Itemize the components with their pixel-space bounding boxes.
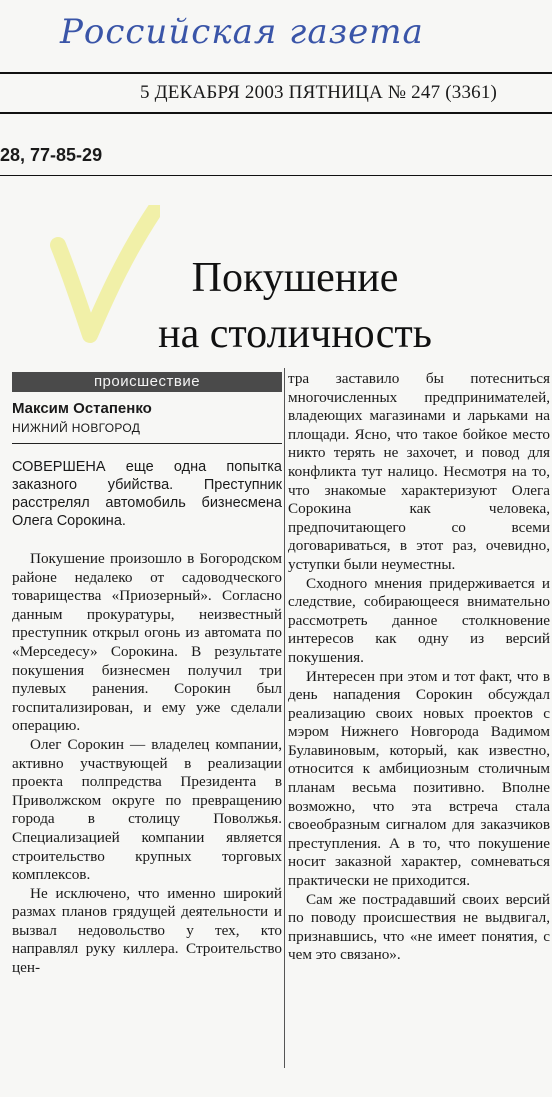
section-rule [0, 175, 552, 176]
left-body [12, 550, 282, 978]
newspaper-masthead: Российская газета [60, 12, 424, 52]
paragraph: Интересен при этом и тот факт, что в день нападения Сорокин обсуждал реализацию своих новых проектов с мэром Нижнего Новгорода Вадимом Булавиновым, который, как известно, относится к амбициозным столичным планам весьма позитивно. Вполне возможно, что эта встреча стала своеобразным сигналом для заказчиков преступления. А в то, что покушение носит заказной характер, сомневаться практически не приходится. [288, 667, 550, 890]
paragraph: тра заставило бы потесниться многочисленных предпринимателей, владеющих магазинами и ларьками на площади. Ясно, что такое бойкое место никто терять не захочет, и повод для конфликта тут налицо. Несмотря на то, что знакомые характеризуют Олега Сорокина как человека, предпочитающего со всеми договариваться, в этот раз, очевидно, уступки были неуместны. [288, 370, 550, 573]
article-left-column [12, 368, 282, 978]
paragraph: Сам же пострадавший своих версий по поводу происшествия не выдвигал, признавшись, что «не имеет понятия, с чем это связано». [288, 890, 550, 964]
paragraph: Сходного мнения придерживается и следствие, собирающееся внимательно рассмотреть данное столкновение интересов как одну из версий покушения. [288, 574, 550, 666]
dateline-rule [0, 112, 552, 114]
paragraph: Не исключено, что именно широкий размах планов грядущей деятельности и вызвал недовольство у тех, кто направлял руку киллера. Строительство цен- [12, 884, 282, 977]
author-city: НИЖНИЙ НОВГОРОД [12, 421, 141, 435]
article-lead: СОВЕРШЕНА еще одна попытка заказного убийства. Преступник расстрелял автомобиль бизнесмена Олега Сорокина. [12, 459, 282, 529]
article-right-column [288, 370, 550, 965]
masthead-rule [0, 72, 552, 74]
column-separator [284, 368, 285, 1068]
author-name: Максим Остапенко [12, 400, 152, 417]
article-headline [60, 250, 530, 362]
headline-line-1: Покушение [191, 255, 399, 301]
rubric-label: происшествие [12, 372, 282, 392]
issue-dateline: 5 ДЕКАБРЯ 2003 ПЯТНИЦА № 247 (3361) [140, 82, 498, 103]
phone-numbers: 28, 77-85-29 [0, 145, 103, 165]
headline-line-2: на столичность [158, 311, 432, 357]
byline-rule [12, 443, 282, 444]
paragraph: Покушение произошло в Богородском районе недалеко от садоводческого товарищества «Приозерный». Согласно данным прокуратуры, неизвестный преступник открыл огонь из автомата по «Мерседесу» Сорокина. В результате покушения бизнесмен получил три пулевых ранения. Сорокин был госпитализирован, и ему уже сделали операцию. [12, 550, 282, 735]
paragraph: Олег Сорокин — владелец компании, активно участвующей в реализации проекта полпредства Президента в Приволжском округе по превращению города в столицу Поволжья. Специализацией компании является строительство крупных торговых комплексов. [12, 735, 282, 884]
